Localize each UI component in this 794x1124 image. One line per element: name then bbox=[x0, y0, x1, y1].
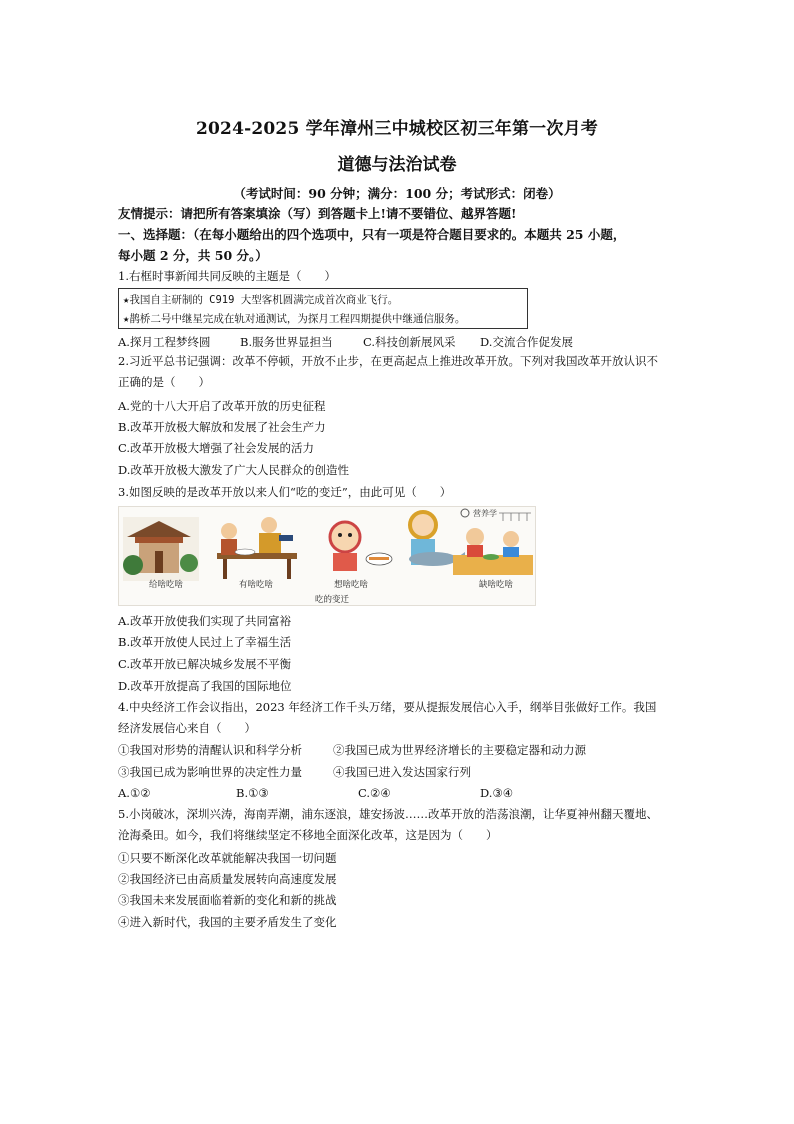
scene-child-bowl bbox=[330, 522, 392, 571]
scene-nutrition-book bbox=[453, 508, 533, 575]
q1-news-item: ★鹊桥二号中继星完成在轨对通测试，为探月工程四期提供中继通信服务。 bbox=[123, 313, 466, 325]
q2-option-d: D.改革开放极大激发了广大人民群众的创造性 bbox=[118, 463, 349, 477]
scene-pavilion bbox=[123, 517, 199, 581]
q4-item-2: ②我国已成为世界经济增长的主要稳定器和动力源 bbox=[333, 743, 586, 757]
q4-option-a: A.①② bbox=[118, 786, 151, 800]
q4-option-d: D.③④ bbox=[480, 786, 514, 800]
q1-option-c: C.科技创新展风采 bbox=[363, 335, 456, 349]
scene-family-table bbox=[217, 517, 297, 579]
q4-stem-line1: 4.中央经济工作会议指出，2023 年经济工作千头万绪，要从提振发展信心入手，纲举目张做好工作。我国 bbox=[118, 700, 657, 714]
book-label: 营养学 bbox=[473, 509, 497, 518]
q2-option-a: A.党的十八大开启了改革开放的历史征程 bbox=[118, 399, 326, 413]
q4-stem-line2: 经济发展信心来自（ ） bbox=[118, 721, 256, 735]
caption-2: 有啥吃啥 bbox=[239, 580, 274, 590]
section-heading-line2: 每小题 2 分，共 50 分。） bbox=[118, 248, 268, 263]
q1-option-b: B.服务世界显担当 bbox=[240, 335, 333, 349]
q2-stem-line1: 2.习近平总书记强调：改革不停顿，开放不止步，在更高起点上推进改革开放。下列对我国改革开放认识不 bbox=[118, 354, 658, 368]
caption-1: 给啥吃啥 bbox=[149, 580, 184, 590]
picture-title: 吃的变迁 bbox=[315, 595, 350, 605]
q1-news-item: ★我国自主研制的 C919 大型客机圆满完成首次商业飞行。 bbox=[123, 294, 399, 306]
q2-option-b: B.改革开放极大解放和发展了社会生产力 bbox=[118, 420, 326, 434]
caption-4: 缺啥吃啥 bbox=[479, 580, 514, 590]
q5-item-2: ②我国经济已由高质量发展转向高速度发展 bbox=[118, 872, 337, 886]
q5-item-3: ③我国未来发展面临着新的变化和新的挑战 bbox=[118, 893, 337, 907]
q3-option-c: C.改革开放已解决城乡发展不平衡 bbox=[118, 657, 292, 671]
q3-cartoon-picture bbox=[118, 506, 536, 606]
exam-subject: 道德与法治试卷 bbox=[337, 155, 457, 175]
exam-info: （考试时间：90 分钟；满分：100 分；考试形式：闭卷） bbox=[233, 186, 561, 201]
caption-3: 想啥吃啥 bbox=[334, 580, 369, 590]
q3-option-a: A.改革开放使我们实现了共同富裕 bbox=[118, 614, 291, 628]
q3-option-d: D.改革开放提高了我国的国际地位 bbox=[118, 679, 292, 693]
q5-item-1: ①只要不断深化改革就能解决我国一切问题 bbox=[118, 851, 337, 865]
q4-option-c: C.②④ bbox=[358, 786, 391, 800]
q2-stem-line2: 正确的是（ ） bbox=[118, 375, 210, 389]
section-heading-line1: 一、选择题：（在每小题给出的四个选项中，只有一项是符合题目要求的。本题共 25 小题， bbox=[118, 227, 626, 242]
q5-item-4: ④进入新时代，我国的主要矛盾发生了变化 bbox=[118, 915, 337, 929]
q3-option-b: B.改革开放使人民过上了幸福生活 bbox=[118, 635, 292, 649]
q5-stem-line1: 5.小岗破冰，深圳兴涛，海南弄潮，浦东逐浪，雄安扬波……改革开放的浩荡浪潮，让华夏神州翻天覆地、 bbox=[118, 807, 658, 821]
q1-option-d: D.交流合作促发展 bbox=[480, 335, 573, 349]
q4-item-4: ④我国已进入发达国家行列 bbox=[333, 765, 471, 779]
q4-item-3: ③我国已成为影响世界的决定性力量 bbox=[118, 765, 302, 779]
q5-stem-line2: 沧海桑田。如今，我们将继续坚定不移地全面深化改革，这是因为（ ） bbox=[118, 828, 498, 842]
q1-news-box bbox=[118, 288, 528, 329]
exam-title: 2024-2025 学年漳州三中城校区初三年第一次月考 bbox=[195, 119, 598, 139]
q4-item-1: ①我国对形势的清醒认识和科学分析 bbox=[118, 743, 302, 757]
q1-option-a: A.探月工程梦终圆 bbox=[118, 335, 211, 349]
q3-stem: 3.如图反映的是改革开放以来人们“吃的变迁”，由此可见（ ） bbox=[118, 485, 452, 499]
q4-option-b: B.①③ bbox=[236, 786, 269, 800]
friendly-tip: 友情提示：请把所有答案填涂（写）到答题卡上!请不要错位、越界答题! bbox=[118, 206, 517, 221]
q2-option-c: C.改革开放极大增强了社会发展的活力 bbox=[118, 441, 315, 455]
q3-cartoon-illustration bbox=[119, 507, 536, 606]
q1-stem: 1.右框时事新闻共同反映的主题是（ ） bbox=[118, 269, 336, 283]
